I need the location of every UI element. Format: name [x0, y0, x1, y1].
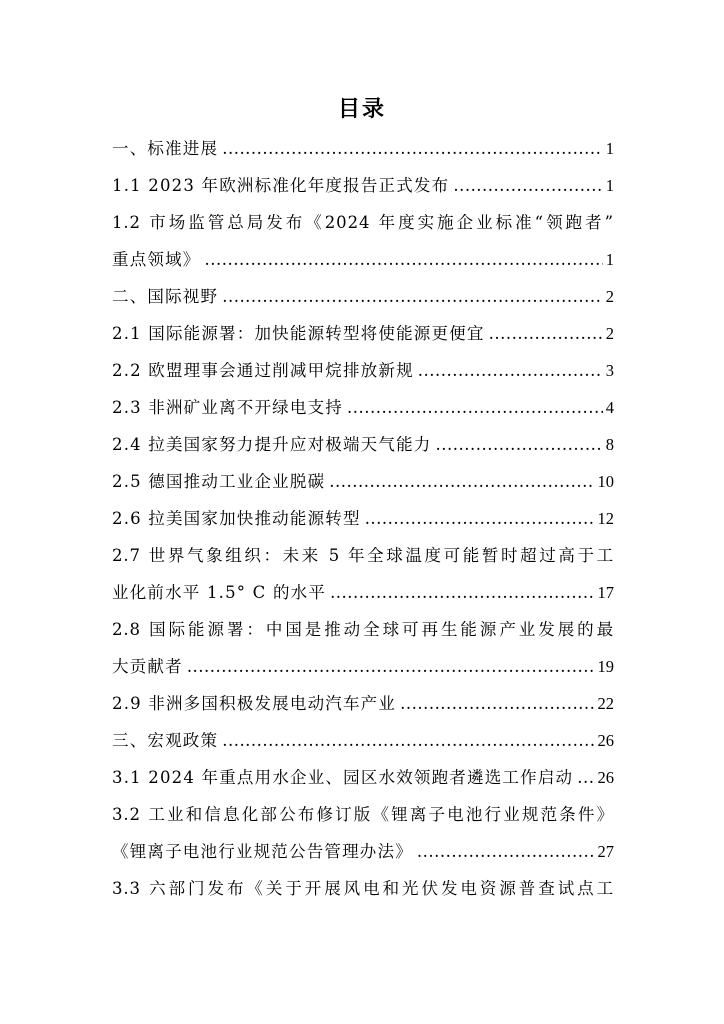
toc-page-number: 2: [605, 324, 614, 343]
toc-entry-text: 一、标准进展: [112, 139, 219, 158]
toc-entry[interactable]: [112, 278, 614, 315]
toc-entry-text: 1.2 市场监管总局发布《2024 年度实施企业标准“领跑者”: [112, 213, 614, 232]
toc-entry[interactable]: [112, 204, 614, 241]
toc-entry-text: 2.9 非洲多国积极发展电动汽车产业: [112, 694, 397, 713]
toc-page-number: 1: [605, 176, 614, 195]
toc-page-number: 3: [605, 361, 614, 380]
toc-entry[interactable]: [112, 315, 614, 352]
toc-page-number: 2: [605, 287, 614, 306]
toc-entry[interactable]: [112, 722, 614, 759]
toc-entry[interactable]: [112, 574, 614, 611]
toc-leader-dots: [222, 722, 594, 759]
toc-page-number: 26: [597, 731, 614, 750]
toc-entry-text: 重点领域》: [112, 250, 201, 269]
table-of-contents: [112, 130, 614, 907]
toc-entry-text: 2.7 世界气象组织：未来 5 年全球温度可能暂时超过高于工: [112, 546, 614, 565]
toc-leader-dots: [436, 426, 603, 463]
toc-leader-dots: [418, 352, 603, 389]
toc-leader-dots: [417, 833, 595, 870]
toc-entry-text: 2.4 拉美国家努力提升应对极端天气能力: [112, 435, 432, 454]
toc-entry-text: 2.5 德国推动工业企业脱碳: [112, 472, 326, 491]
toc-page-number: 19: [597, 657, 614, 676]
toc-entry[interactable]: [112, 870, 614, 907]
toc-entry-text: 《锂离子电池行业规范公告管理办法》: [112, 842, 413, 861]
toc-leader-dots: [187, 648, 595, 685]
toc-page-number: 1: [605, 139, 614, 158]
toc-leader-dots: [400, 685, 594, 722]
toc-entry-text: 3.1 2024 年重点用水企业、园区水效领跑者遴选工作启动: [112, 768, 574, 787]
toc-entry[interactable]: [112, 426, 614, 463]
toc-entry[interactable]: [112, 500, 614, 537]
toc-entry[interactable]: [112, 537, 614, 574]
toc-leader-dots: [330, 574, 594, 611]
toc-entry-text: 3.2 工业和信息化部公布修订版《锂离子电池行业规范条件》: [112, 805, 614, 824]
toc-entry[interactable]: [112, 241, 614, 278]
toc-entry[interactable]: [112, 167, 614, 204]
toc-entry[interactable]: [112, 685, 614, 722]
toc-leader-dots: [222, 278, 603, 315]
toc-entry-text: 2.2 欧盟理事会通过削减甲烷排放新规: [112, 361, 414, 380]
toc-page-number: 22: [597, 694, 614, 713]
toc-entry-text: 2.8 国际能源署：中国是推动全球可再生能源产业发展的最: [112, 620, 614, 639]
toc-entry[interactable]: [112, 463, 614, 500]
toc-leader-dots: [577, 759, 594, 796]
toc-entry-text: 2.1 国际能源署：加快能源转型将使能源更便宜: [112, 324, 485, 343]
toc-page-number: 12: [597, 509, 614, 528]
toc-leader-dots: [347, 389, 603, 426]
toc-entry-text: 3.3 六部门发布《关于开展风电和光伏发电资源普查试点工: [112, 879, 614, 898]
toc-page-number: 4: [605, 398, 614, 417]
toc-leader-dots: [329, 463, 594, 500]
toc-leader-dots: [365, 500, 595, 537]
toc-entry[interactable]: [112, 833, 614, 870]
toc-entry-text: 业化前水平 1.5° C 的水平: [112, 583, 327, 602]
toc-page-number: 17: [597, 583, 614, 602]
toc-entry-text: 二、国际视野: [112, 287, 219, 306]
toc-page-number: 10: [597, 472, 614, 491]
toc-entry[interactable]: [112, 796, 614, 833]
toc-entry-text: 三、宏观政策: [112, 731, 219, 750]
toc-page-number: 27: [597, 842, 614, 861]
toc-page-number: 1: [605, 250, 614, 269]
toc-entry[interactable]: [112, 389, 614, 426]
toc-entry[interactable]: [112, 352, 614, 389]
toc-entry-text: 2.3 非洲矿业离不开绿电支持: [112, 398, 343, 417]
toc-title: 目录: [337, 97, 386, 122]
toc-entry[interactable]: [112, 648, 614, 685]
toc-entry-text: 2.6 拉美国家加快推动能源转型: [112, 509, 361, 528]
toc-leader-dots: [222, 130, 603, 167]
toc-entry-text: 1.1 2023 年欧洲标准化年度报告正式发布: [112, 176, 450, 195]
toc-entry[interactable]: [112, 759, 614, 796]
toc-page-number: 26: [597, 768, 614, 787]
toc-leader-dots: [453, 167, 602, 204]
toc-leader-dots: [489, 315, 603, 352]
toc-page-number: 8: [605, 435, 614, 454]
toc-leader-dots: [205, 241, 603, 278]
toc-entry-text: 大贡献者: [112, 657, 183, 676]
toc-entry[interactable]: [112, 611, 614, 648]
toc-entry[interactable]: [112, 130, 614, 167]
